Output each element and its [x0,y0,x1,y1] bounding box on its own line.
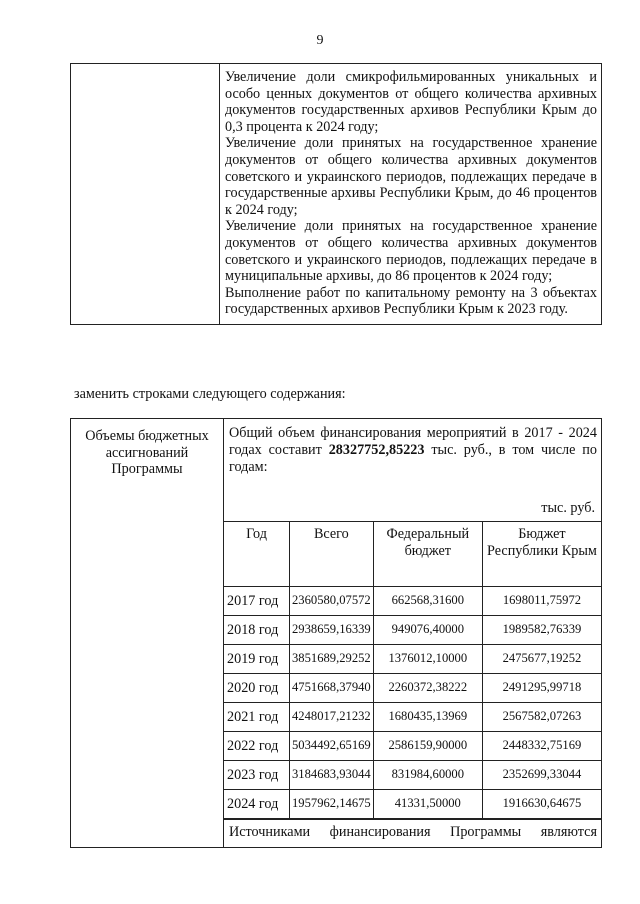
unit-label: тыс. руб. [541,500,595,516]
indicator-paragraph: Увеличение доли принятых на государственное хранение документов от общего количества архивных документов советского и украинского периодов, подлежащих передаче в государственные архивы Республики Крым, до 46 процентов к 2024 году; [225,135,597,218]
page-number: 9 [316,33,324,48]
federal-cell: 2260372,38222 [373,674,482,703]
empty-label-cell [71,64,220,325]
total-cell: 1957962,14675 [290,790,374,819]
federal-cell: 1680435,13969 [373,703,482,732]
year-cell: 2024 год [224,790,290,819]
year-cell: 2022 год [224,732,290,761]
federal-cell: 41331,50000 [373,790,482,819]
federal-cell: 662568,31600 [373,587,482,616]
crimea-cell: 2352699,33044 [482,761,601,790]
header-federal: Федеральный бюджет [373,522,482,587]
table-row [224,790,601,819]
total-cell: 4248017,21232 [290,703,374,732]
total-cell: 5034492,65169 [290,732,374,761]
year-cell: 2018 год [224,616,290,645]
table-row [224,616,601,645]
year-cell: 2023 год [224,761,290,790]
replace-instruction: заменить строками следующего содержания: [74,386,346,402]
indicator-paragraph: Увеличение доли смикрофильмированных уникальных и особо ценных документов от общего количества архивных документов государственных архивов Республики Крым до 0,3 процента к 2024 году; [225,69,597,135]
crimea-cell: 1989582,76339 [482,616,601,645]
summary-text-before: Общий объем финансирования мероприятий в 2017 - 2024 годах составит [229,425,597,458]
crimea-cell: 1698011,75972 [482,587,601,616]
summary-text-after: тыс. руб., в том числе по годам: [229,442,597,475]
year-cell: 2017 год [224,587,290,616]
total-cell: 2938659,16339 [290,616,374,645]
federal-cell: 831984,60000 [373,761,482,790]
crimea-cell: 1916630,64675 [482,790,601,819]
table-row [224,645,601,674]
year-cell: 2019 год [224,645,290,674]
total-cell: 2360580,07572 [290,587,374,616]
financing-sources-text: Источниками финансирования Программы являются [224,819,601,847]
program-budget-table [70,418,602,848]
financing-summary [224,419,601,476]
total-cell: 4751668,37940 [290,674,374,703]
table-row [224,761,601,790]
summary-total: 28327752,85223 [328,442,425,458]
year-cell: 2021 год [224,703,290,732]
program-label-cell: Объемы бюджетных ассигнований Программы [71,419,224,848]
indicators-cell [220,64,602,325]
table-row [224,674,601,703]
program-content-cell [224,419,602,848]
table-row [224,587,601,616]
federal-cell: 949076,40000 [373,616,482,645]
crimea-cell: 2475677,19252 [482,645,601,674]
table-row [224,703,601,732]
crimea-cell: 2567582,07263 [482,703,601,732]
header-total: Всего [290,522,374,587]
crimea-cell: 2491295,99718 [482,674,601,703]
federal-cell: 1376012,10000 [373,645,482,674]
total-cell: 3184683,93044 [290,761,374,790]
table-row [224,732,601,761]
table-header-row [224,522,601,587]
crimea-cell: 2448332,75169 [482,732,601,761]
previous-program-table [70,63,602,325]
year-cell: 2020 год [224,674,290,703]
header-year: Год [224,522,290,587]
indicator-paragraph: Выполнение работ по капитальному ремонту на 3 объектах государственных архивов Республики Крым к 2023 году. [225,284,597,318]
federal-cell: 2586159,90000 [373,732,482,761]
header-crimea: Бюджет Республики Крым [482,522,601,587]
financing-by-year-table [224,521,601,819]
indicator-paragraph: Увеличение доли принятых на государственное хранение документов от общего количества архивных документов советского и украинского периодов, подлежащих передаче в муниципальные архивы, до 86 процентов к 2024 году; [225,218,597,285]
total-cell: 3851689,29252 [290,645,374,674]
